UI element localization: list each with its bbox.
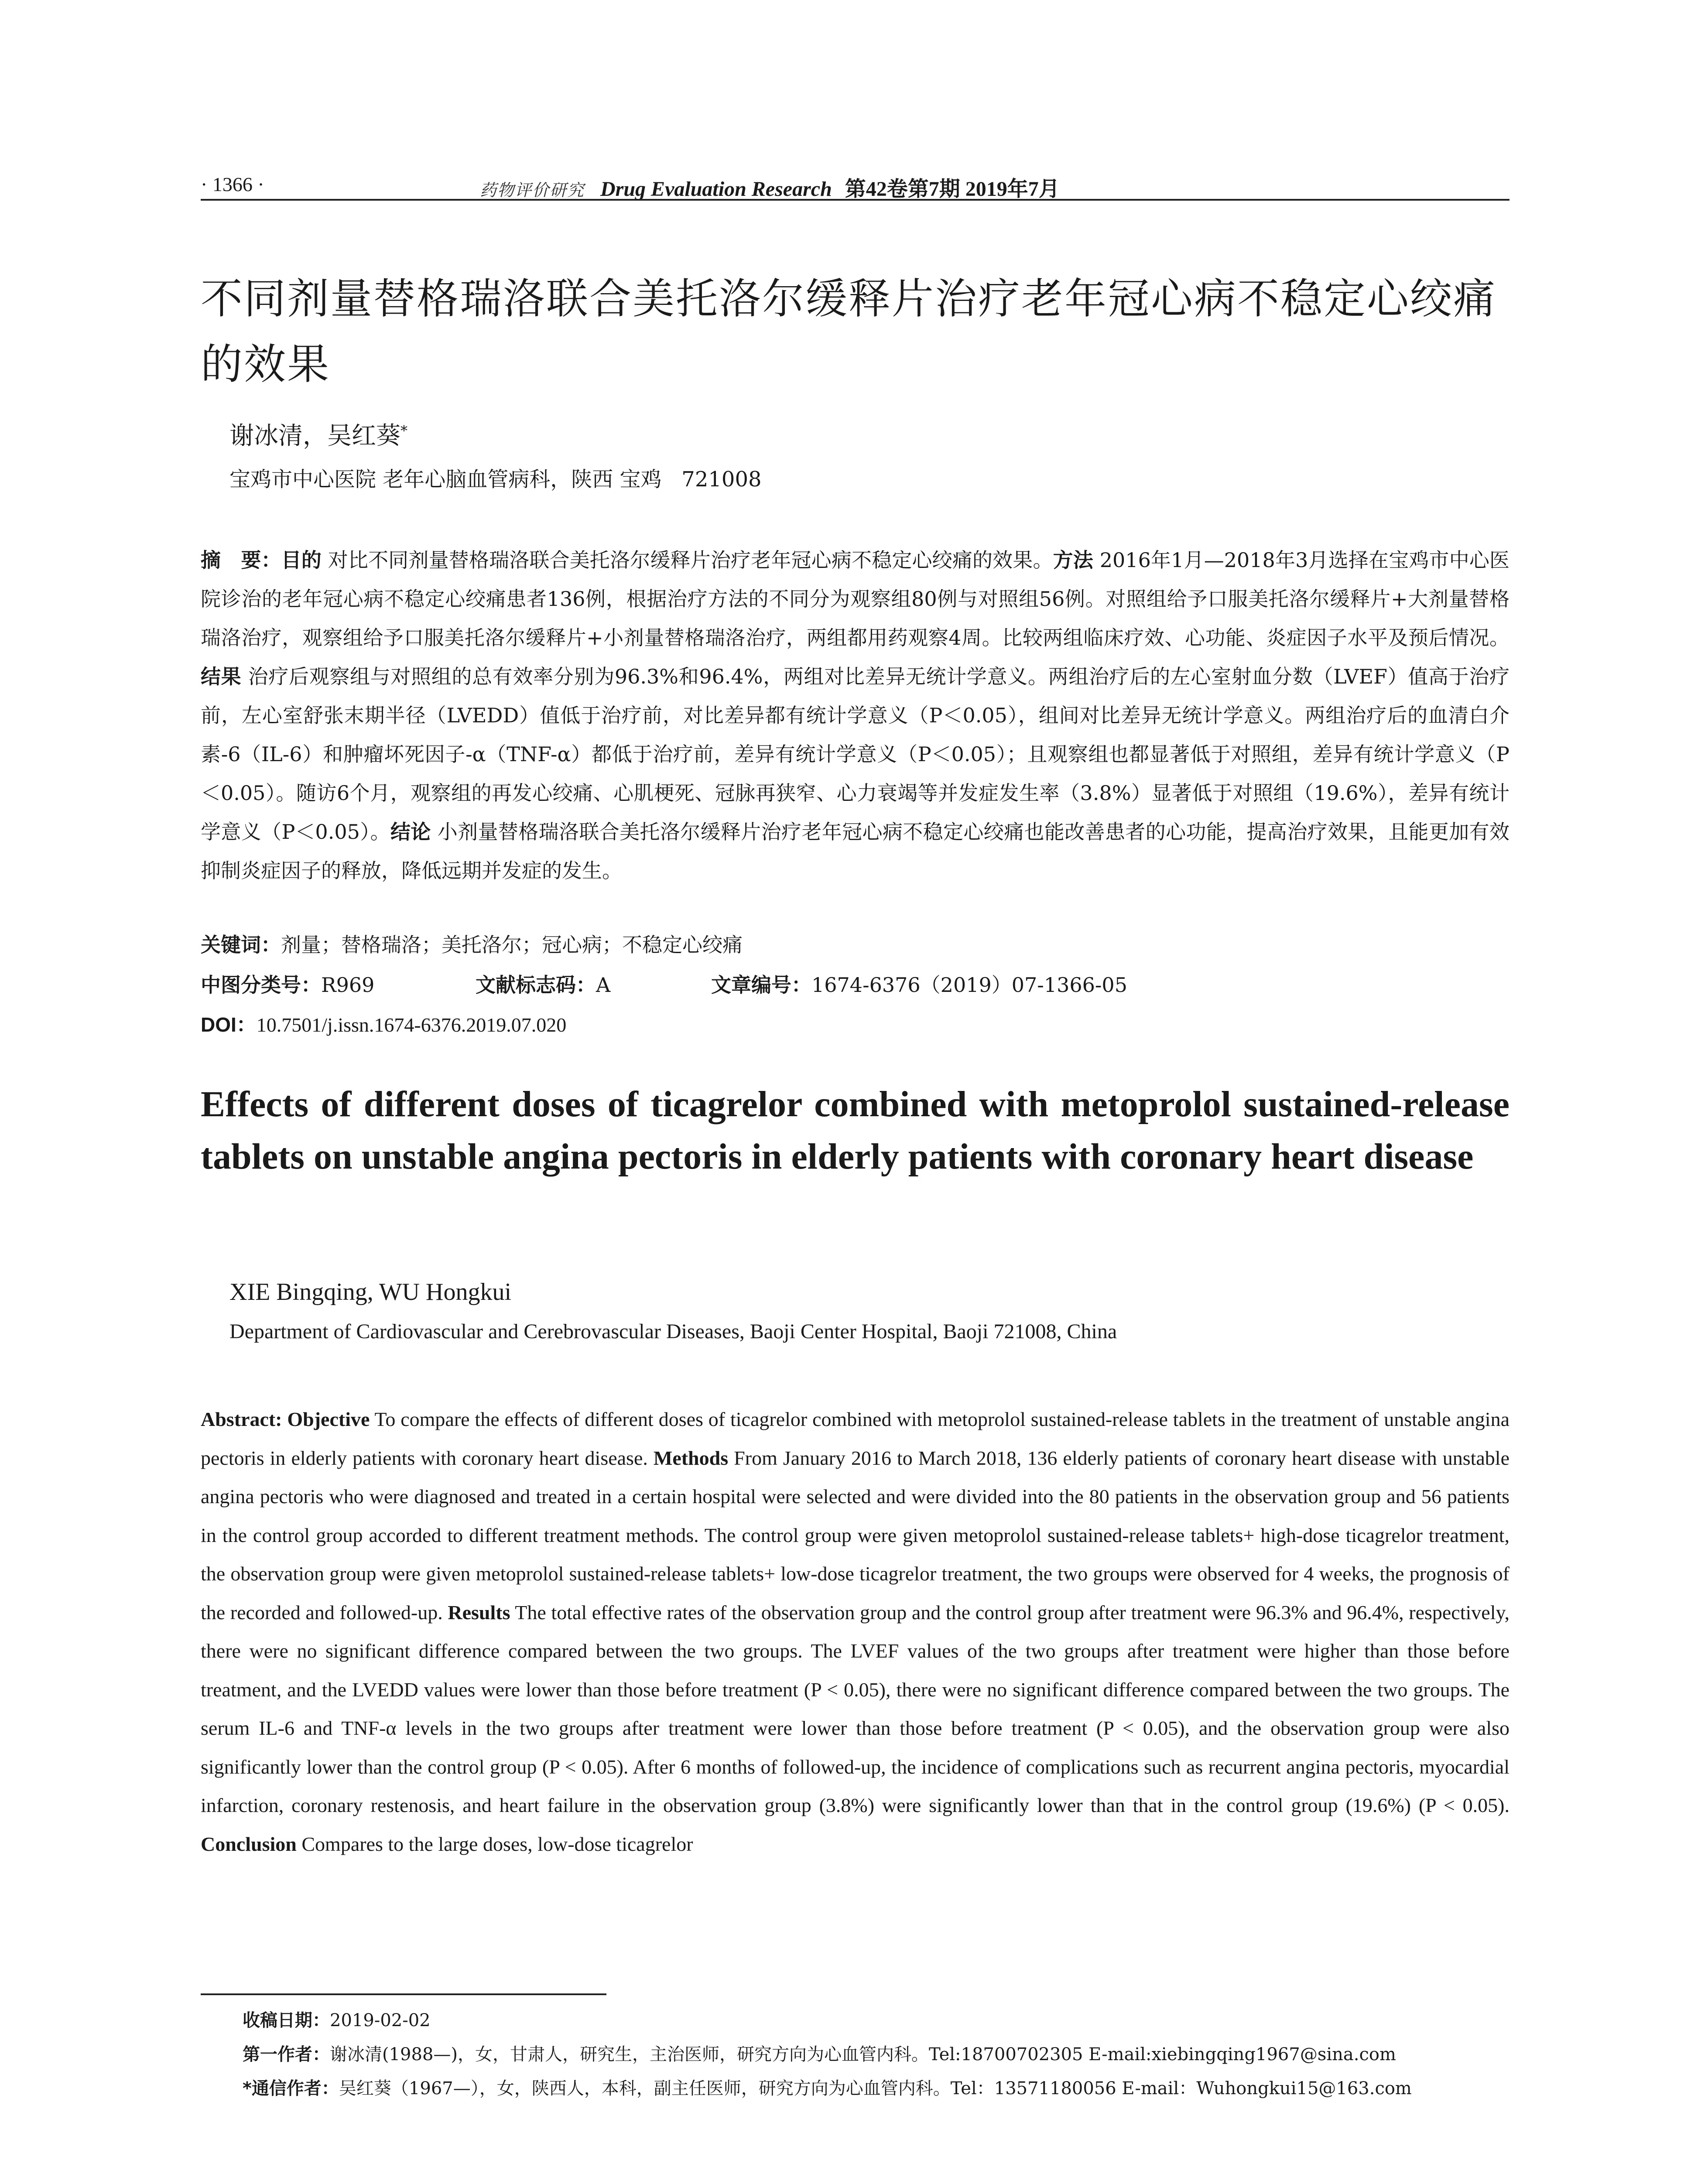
clc-value: R969 [321, 973, 375, 997]
conclusion-en-label: Conclusion [201, 1832, 297, 1855]
abstract-chinese [201, 541, 1509, 890]
corresponding-mark: * [400, 422, 407, 439]
journal-logo: 药物评价研究 [480, 181, 585, 200]
corresponding-text: 吴红葵（1967—），女，陕西人，本科，副主任医师，研究方向为心血管内科。Tel：13571180056 E-mail：Wuhongkui15@163.com [339, 2078, 1412, 2099]
footnote-first-author [243, 2041, 1396, 2065]
title-chinese: 不同剂量替格瑞洛联合美托洛尔缓释片治疗老年冠心病不稳定心绞痛的效果 [201, 274, 1496, 389]
article-number [711, 969, 1127, 998]
results-cn-text: 治疗后观察组与对照组的总有效率分别为96.3%和96.4%，两组对比差异无统计学意义。两组治疗后的左心室射血分数（LVEF）值高于治疗前，左心室舒张末期半径（LVEDD）值低于治疗前，对比差异都有统计学意义（P＜0.05），组间对比差异无统计学意义。两组治疗后的血清白介素-6（IL-6）和肿瘤坏死因子-α（TNF-α）都低于治疗前，差异有统计学意义（P＜0.05）；且观察组也都显著低于对照组，差异有统计学意义（P＜0.05）。随访6个月，观察组的再发心绞痛、心肌梗死、冠脉再狭窄、心力衰竭等并发症发生率（3.8%）显著低于对照组（19.6%），差异有统计学意义（P＜0.05）。 [201, 665, 1510, 844]
methods-cn-label: 方法 [1053, 548, 1093, 572]
doc-value: A [596, 973, 611, 997]
results-en-label: Results [448, 1601, 510, 1624]
journal-name-en: Drug Evaluation Research [600, 178, 832, 201]
methods-en-label: Methods [653, 1446, 729, 1469]
classification-line [201, 969, 1509, 998]
affiliation-chinese: 宝鸡市中心医院 老年心脑血管病科，陕西 宝鸡 721008 [229, 467, 762, 492]
conclusion-cn-text: 小剂量替格瑞洛联合美托洛尔缓释片治疗老年冠心病不稳定心绞痛也能改善患者的心功能，提高治疗效果，且能更加有效抑制炎症因子的释放，降低远期并发症的发生。 [201, 820, 1510, 882]
doi-label: DOI： [201, 1013, 257, 1036]
authors-chinese [229, 417, 407, 451]
footnote-corresponding [243, 2075, 1412, 2099]
doc-label: 文献标志码： [476, 973, 596, 997]
article-value: 1674-6376（2019）07-1366-05 [811, 973, 1127, 997]
first-author-label: 第一作者： [243, 2044, 330, 2065]
article-label: 文章编号： [711, 973, 811, 997]
keywords-label: 关键词： [201, 933, 281, 957]
received-label: 收稿日期： [243, 2010, 330, 2031]
doc-code [476, 969, 711, 998]
doi-line [201, 1009, 566, 1038]
footnote-received [243, 2007, 431, 2031]
journal-issue: 第42卷第7期 2019年7月 [845, 178, 1060, 201]
footnote-divider [201, 1993, 606, 1995]
authors-english: XIE Bingqing, WU Hongkui [229, 1279, 512, 1306]
conclusion-cn-label: 结论 [390, 820, 431, 844]
running-header [201, 168, 1509, 201]
objective-en-text: To compare the effects of different doses of ticagrelor combined with metoprolol sustained-release tablets in the treatment of unstable angina pectoris in elderly patients with coronary heart disease. [201, 1408, 1509, 1469]
keywords-text: 剂量；替格瑞洛；美托洛尔；冠心病；不稳定心绞痛 [281, 933, 743, 957]
authors-chinese-names: 谢冰清，吴红葵 [229, 422, 400, 450]
objective-cn-label: 目的 [281, 548, 322, 572]
methods-cn-text: 2016年1月—2018年3月选择在宝鸡市中心医院诊治的老年冠心病不稳定心绞痛患者136例，根据治疗方法的不同分为观察组80例与对照组56例。对照组给予口服美托洛尔缓释片+大剂量替格瑞洛治疗，观察组给予口服美托洛尔缓释片+小剂量替格瑞洛治疗，两组都用药观察4周。比较两组临床疗效、心功能、炎症因子水平及预后情况。 [201, 548, 1510, 650]
abstract-english [201, 1400, 1509, 1863]
title-english: Effects of different doses of ticagrelor combined with metoprolol sustained-release tablets on unstable angina pectoris in elderly patients with coronary heart disease [201, 1084, 1509, 1177]
first-author-text: 谢冰清(1988—)，女，甘肃人，研究生，主治医师，研究方向为心血管内科。Tel:18700702305 E-mail:xiebingqing1967@sina.com [330, 2044, 1396, 2065]
results-cn-label: 结果 [201, 665, 242, 688]
clc-label: 中图分类号： [201, 973, 321, 997]
received-date: 2019-02-02 [330, 2010, 431, 2031]
keywords [201, 929, 743, 958]
doi-link[interactable]: 10.7501/j.issn.1674-6376.2019.07.020 [256, 1014, 567, 1036]
corresponding-label: *通信作者： [243, 2078, 339, 2099]
objective-cn-text: 对比不同剂量替格瑞洛联合美托洛尔缓释片治疗老年冠心病不稳定心绞痛的效果。 [328, 548, 1053, 572]
page-number: · 1366 · [201, 173, 264, 195]
clc-code [201, 969, 476, 998]
methods-en-text: From January 2016 to March 2018, 136 elderly patients of coronary heart disease with unstable angina pectoris who were diagnosed and treated in a certain hospital were selected and were divided into the 80 patients in the observation group and 56 patients in the control group accorded to different treatment methods. The control group were given metoprolol sustained-release tablets+ high-dose ticagrelor treatment, the observation group were given metoprolol sustained-release tablets+ low-dose ticagrelor treatment, the two groups were observed for 4 weeks, the prognosis of the recorded and followed-up. [201, 1446, 1510, 1624]
results-en-text: The total effective rates of the observation group and the control group after treatment were 96.3% and 96.4%, respectively, there were no significant difference compared between the two groups. The LVEF values of the two groups after treatment were higher than those before treatment, and the LVEDD values were lower than those before treatment (P < 0.05), there were no significant difference compared between the two groups. The serum IL-6 and TNF-α levels in the two groups after treatment were lower than those before treatment (P < 0.05), and the observation group were also significantly lower than the control group (P < 0.05). After 6 months of followed-up, the incidence of complications such as recurrent angina pectoris, myocardial infarction, coronary restenosis, and heart failure in the observation group (3.8%) were significantly lower than that in the control group (19.6%) (P < 0.05). [201, 1601, 1509, 1816]
affiliation-english: Department of Cardiovascular and Cerebrovascular Diseases, Baoji Center Hospital, Baoji 721008, China [229, 1320, 1117, 1343]
abstract-cn-label: 摘 要： [201, 548, 281, 572]
journal-info [480, 172, 1060, 202]
objective-en-label: Objective [287, 1408, 370, 1430]
abstract-en-label: Abstract: [201, 1408, 282, 1430]
conclusion-en-text: Compares to the large doses, low-dose ticagrelor [301, 1832, 693, 1855]
